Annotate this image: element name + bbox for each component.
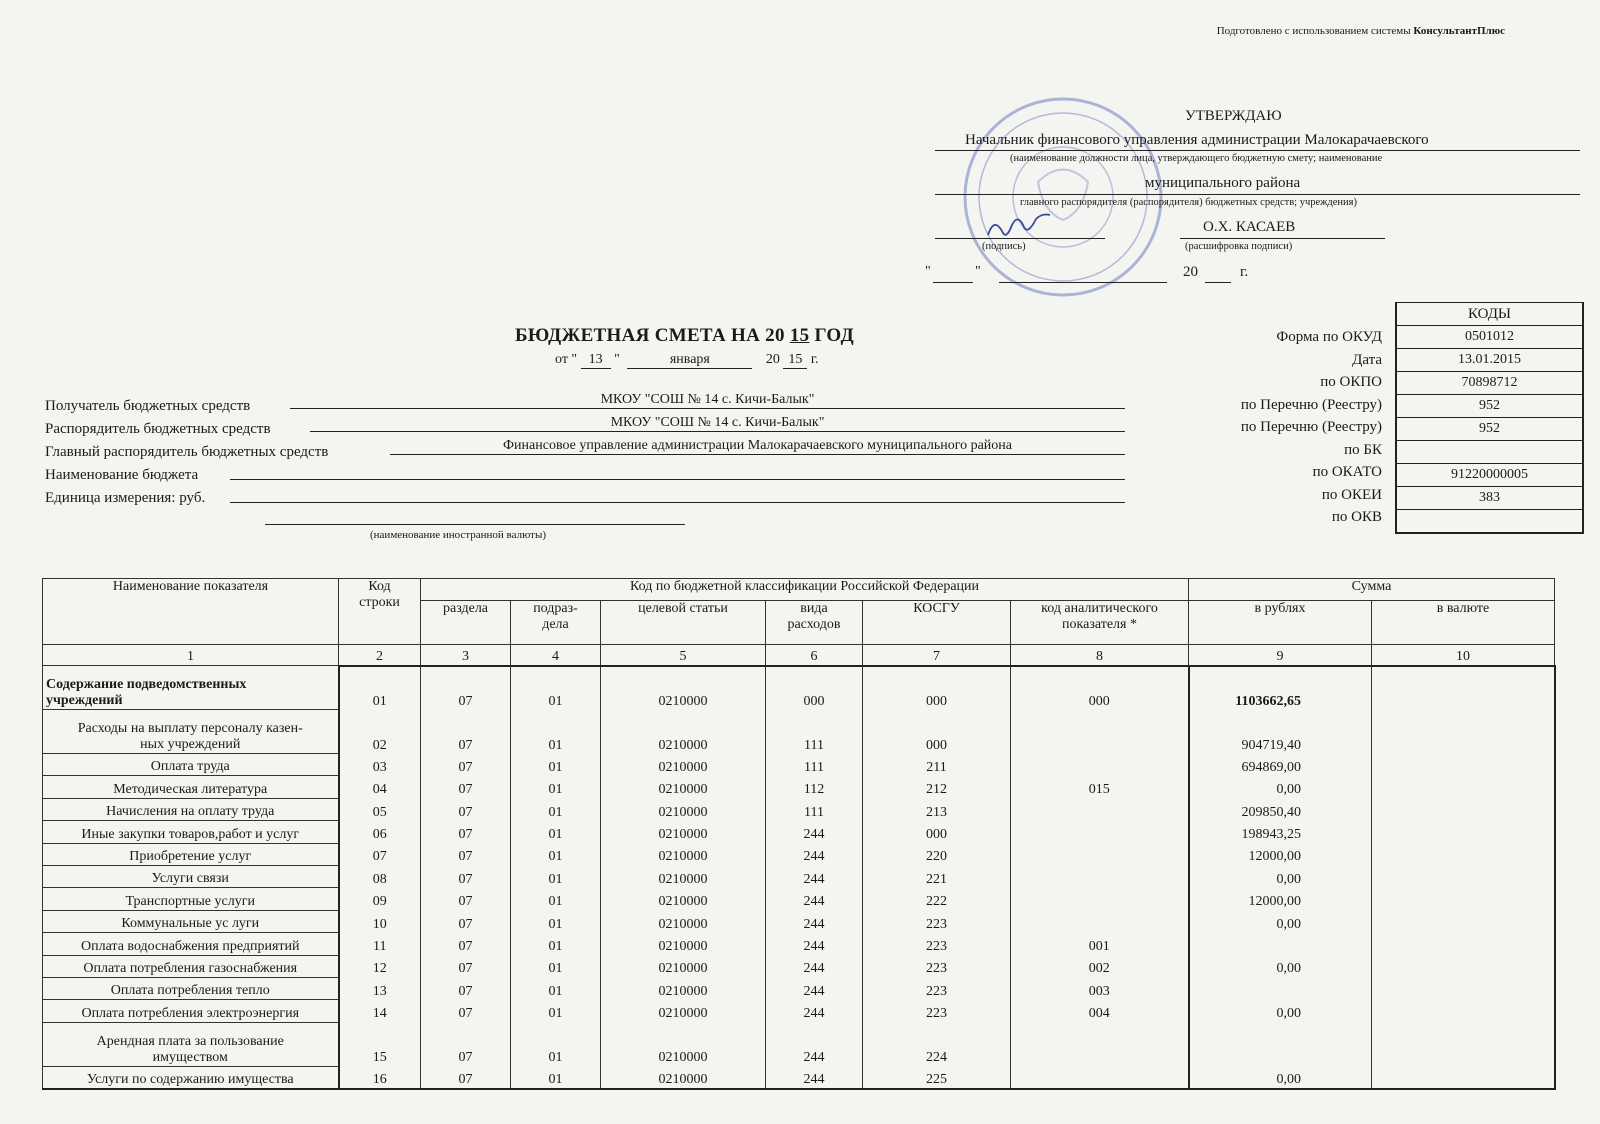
row-kosgu: 224 bbox=[863, 1022, 1011, 1066]
row-razdel: 07 bbox=[421, 955, 511, 977]
prepared-brand: КонсультантПлюс bbox=[1413, 25, 1505, 37]
table-row bbox=[43, 933, 1555, 955]
approve-word: УТВЕРЖДАЮ bbox=[1185, 108, 1282, 124]
row-sum-cur bbox=[1372, 910, 1555, 932]
approve-date-quote1: " bbox=[925, 264, 931, 279]
row-vid: 112 bbox=[766, 776, 863, 798]
row-analytic: 004 bbox=[1011, 1000, 1189, 1022]
row-sum-cur bbox=[1372, 821, 1555, 843]
code-value: 91220000005 bbox=[1397, 463, 1582, 486]
row-razdel: 07 bbox=[421, 843, 511, 865]
col-number: 2 bbox=[339, 645, 421, 666]
row-name bbox=[43, 1066, 339, 1088]
code-label: Форма по ОКУД bbox=[1276, 329, 1382, 345]
row-sum-rub: 694869,00 bbox=[1189, 754, 1372, 776]
row-razdel: 07 bbox=[421, 1066, 511, 1088]
row-name bbox=[43, 843, 339, 865]
row-code: 05 bbox=[339, 798, 421, 820]
row-target: 0210000 bbox=[601, 710, 766, 754]
row-kosgu: 221 bbox=[863, 865, 1011, 887]
row-razdel: 07 bbox=[421, 710, 511, 754]
col-header-code-l2: строки bbox=[359, 595, 400, 610]
row-name-line2: Методическая литература bbox=[113, 781, 268, 797]
row-sum-cur bbox=[1372, 1066, 1555, 1088]
code-value: 952 bbox=[1397, 394, 1582, 417]
row-name-line2: Оплата потребления тепло bbox=[110, 983, 270, 999]
code-value: 952 bbox=[1397, 417, 1582, 440]
row-name-line2: ных учреждений bbox=[140, 737, 241, 752]
row-sum-cur bbox=[1372, 888, 1555, 910]
row-sum-cur bbox=[1372, 933, 1555, 955]
row-kosgu: 223 bbox=[863, 977, 1011, 999]
row-name-line1: Расходы на выплату персоналу казен- bbox=[77, 721, 303, 736]
row-name-line1: Арендная плата за пользование bbox=[96, 1033, 284, 1049]
code-label: по Перечню (Реестру) bbox=[1240, 396, 1382, 413]
row-target: 0210000 bbox=[601, 776, 766, 798]
row-code: 09 bbox=[339, 888, 421, 910]
date-from: от " bbox=[555, 352, 578, 367]
row-podrazdel: 01 bbox=[511, 933, 601, 955]
row-podrazdel: 01 bbox=[511, 1022, 601, 1066]
budget-table bbox=[42, 578, 1556, 1090]
row-vid: 111 bbox=[766, 798, 863, 820]
row-razdel: 07 bbox=[421, 933, 511, 955]
row-vid: 111 bbox=[766, 754, 863, 776]
row-kosgu: 222 bbox=[863, 888, 1011, 910]
row-name-line1: Содержание подведомственных bbox=[46, 677, 247, 692]
row-code: 15 bbox=[339, 1022, 421, 1066]
code-value: 70898712 bbox=[1397, 371, 1582, 394]
col-header-target: целевой статьи bbox=[601, 601, 766, 645]
row-name-line2: Транспортные услуги bbox=[125, 893, 255, 909]
chief-label: Главный распорядитель бюджетных средств bbox=[45, 444, 329, 460]
codes-labels bbox=[1090, 326, 1382, 529]
row-vid: 244 bbox=[766, 933, 863, 955]
code-value: 0501012 bbox=[1397, 325, 1582, 348]
row-sum-cur bbox=[1372, 666, 1555, 710]
row-target: 0210000 bbox=[601, 955, 766, 977]
row-name bbox=[43, 710, 339, 754]
row-target: 0210000 bbox=[601, 666, 766, 710]
row-razdel: 07 bbox=[421, 1000, 511, 1022]
row-analytic: 002 bbox=[1011, 955, 1189, 977]
prepared-prefix: Подготовлено с использованием системы bbox=[1216, 25, 1411, 37]
row-code: 06 bbox=[339, 821, 421, 843]
row-sum-cur bbox=[1372, 843, 1555, 865]
row-code: 02 bbox=[339, 710, 421, 754]
row-razdel: 07 bbox=[421, 821, 511, 843]
row-sum-rub: 198943,25 bbox=[1189, 821, 1372, 843]
row-name-line2: Оплата труда bbox=[150, 759, 230, 775]
approve-caption1: (наименование должности лица, утверждающего бюджетную смету; наименование bbox=[1010, 153, 1383, 164]
row-target: 0210000 bbox=[601, 754, 766, 776]
row-code: 10 bbox=[339, 910, 421, 932]
row-analytic bbox=[1011, 865, 1189, 887]
title-suffix: ГОД bbox=[814, 325, 854, 346]
table-row bbox=[43, 1022, 1555, 1066]
row-name-line2: Коммунальные ус луги bbox=[121, 916, 260, 932]
row-vid: 244 bbox=[766, 1000, 863, 1022]
row-kosgu: 000 bbox=[863, 710, 1011, 754]
row-name bbox=[43, 888, 339, 910]
table-row bbox=[43, 666, 1555, 710]
row-target: 0210000 bbox=[601, 888, 766, 910]
row-analytic: 000 bbox=[1011, 666, 1189, 710]
row-vid: 244 bbox=[766, 821, 863, 843]
approve-date-quote2: " bbox=[975, 264, 981, 279]
col-header-vid-l1: вида bbox=[800, 601, 828, 616]
row-target: 0210000 bbox=[601, 977, 766, 999]
row-kosgu: 225 bbox=[863, 1066, 1011, 1088]
row-code: 14 bbox=[339, 1000, 421, 1022]
row-target: 0210000 bbox=[601, 821, 766, 843]
col-header-code-l1: Код bbox=[368, 579, 391, 594]
row-vid: 000 bbox=[766, 666, 863, 710]
row-analytic bbox=[1011, 910, 1189, 932]
row-sum-rub: 0,00 bbox=[1189, 955, 1372, 977]
code-value: 13.01.2015 bbox=[1397, 348, 1582, 371]
row-sum-cur bbox=[1372, 977, 1555, 999]
code-value: 383 bbox=[1397, 486, 1582, 509]
codes-header: КОДЫ bbox=[1467, 306, 1512, 322]
document-title bbox=[515, 325, 854, 347]
row-podrazdel: 01 bbox=[511, 1066, 601, 1088]
prepared-note bbox=[1217, 25, 1505, 37]
table-row bbox=[43, 1066, 1555, 1088]
row-target: 0210000 bbox=[601, 798, 766, 820]
row-vid: 244 bbox=[766, 843, 863, 865]
row-name bbox=[43, 821, 339, 843]
unit-value bbox=[230, 484, 1125, 503]
row-code: 07 bbox=[339, 843, 421, 865]
row-code: 01 bbox=[339, 666, 421, 710]
col-header-name: Наименование показателя bbox=[43, 579, 339, 645]
row-analytic bbox=[1011, 1066, 1189, 1088]
approve-caption2: главного распорядителя (распорядителя) бюджетных средств; учреждения) bbox=[1020, 197, 1357, 208]
approve-caption-sign: (подпись) bbox=[982, 241, 1026, 252]
row-podrazdel: 01 bbox=[511, 888, 601, 910]
row-analytic: 015 bbox=[1011, 776, 1189, 798]
row-sum-cur bbox=[1372, 776, 1555, 798]
row-name-line2: Услуги связи bbox=[151, 871, 229, 887]
row-sum-rub bbox=[1189, 977, 1372, 999]
row-razdel: 07 bbox=[421, 910, 511, 932]
column-number-row bbox=[43, 645, 1555, 666]
date-y20: 20 bbox=[765, 352, 780, 367]
row-name bbox=[43, 910, 339, 932]
row-code: 11 bbox=[339, 933, 421, 955]
row-analytic: 001 bbox=[1011, 933, 1189, 955]
table-row bbox=[43, 910, 1555, 932]
row-name bbox=[43, 933, 339, 955]
row-sum-cur bbox=[1372, 798, 1555, 820]
row-kosgu: 223 bbox=[863, 1000, 1011, 1022]
row-analytic: 003 bbox=[1011, 977, 1189, 999]
row-analytic bbox=[1011, 1022, 1189, 1066]
col-header-anal-l1: код аналитического bbox=[1041, 601, 1158, 616]
row-podrazdel: 01 bbox=[511, 776, 601, 798]
row-analytic bbox=[1011, 710, 1189, 754]
code-label: по БК bbox=[1344, 441, 1382, 458]
table-row bbox=[43, 821, 1555, 843]
row-name-line2: учреждений bbox=[46, 693, 123, 708]
currency-value bbox=[265, 506, 685, 525]
col-header-vid bbox=[766, 601, 863, 645]
title-prefix: БЮДЖЕТНАЯ СМЕТА НА 20 bbox=[515, 325, 785, 346]
row-razdel: 07 bbox=[421, 776, 511, 798]
budget-label: Наименование бюджета bbox=[45, 467, 199, 483]
row-code: 12 bbox=[339, 955, 421, 977]
row-podrazdel: 01 bbox=[511, 754, 601, 776]
row-sum-rub: 904719,40 bbox=[1189, 710, 1372, 754]
date-month: января bbox=[627, 352, 752, 369]
col-header-razdel: раздела bbox=[421, 601, 511, 645]
document-date bbox=[555, 352, 819, 369]
row-kosgu: 212 bbox=[863, 776, 1011, 798]
row-target: 0210000 bbox=[601, 933, 766, 955]
row-name bbox=[43, 776, 339, 798]
unit-label: Единица измерения: руб. bbox=[45, 490, 206, 506]
row-target: 0210000 bbox=[601, 910, 766, 932]
row-code: 04 bbox=[339, 776, 421, 798]
col-header-podrazdel bbox=[511, 601, 601, 645]
row-sum-rub bbox=[1189, 933, 1372, 955]
row-name-line2: имуществом bbox=[152, 1049, 228, 1065]
row-name bbox=[43, 754, 339, 776]
row-sum-rub: 1103662,65 bbox=[1189, 666, 1372, 710]
row-sum-rub: 0,00 bbox=[1189, 1000, 1372, 1022]
col-number: 7 bbox=[863, 645, 1011, 666]
row-kosgu: 223 bbox=[863, 955, 1011, 977]
table-row bbox=[43, 754, 1555, 776]
approve-position-line2: муниципального района bbox=[1145, 175, 1301, 191]
row-analytic bbox=[1011, 843, 1189, 865]
col-number: 8 bbox=[1011, 645, 1189, 666]
col-number: 4 bbox=[511, 645, 601, 666]
codes-box bbox=[1395, 302, 1584, 534]
row-podrazdel: 01 bbox=[511, 865, 601, 887]
recipient-value: МКОУ "СОШ № 14 с. Кичи-Балык" bbox=[290, 392, 1125, 409]
row-target: 0210000 bbox=[601, 1000, 766, 1022]
row-code: 13 bbox=[339, 977, 421, 999]
col-header-sum: Сумма bbox=[1189, 579, 1555, 601]
row-sum-rub: 0,00 bbox=[1189, 910, 1372, 932]
row-name bbox=[43, 798, 339, 820]
currency-caption: (наименование иностранной валюты) bbox=[370, 529, 546, 541]
row-target: 0210000 bbox=[601, 1022, 766, 1066]
row-podrazdel: 01 bbox=[511, 843, 601, 865]
table-row bbox=[43, 843, 1555, 865]
row-vid: 244 bbox=[766, 977, 863, 999]
col-header-bk: Код по бюджетной классификации Российской Федерации bbox=[421, 579, 1189, 601]
row-sum-rub: 12000,00 bbox=[1189, 888, 1372, 910]
code-label: по ОКЕИ bbox=[1321, 486, 1382, 503]
row-target: 0210000 bbox=[601, 865, 766, 887]
row-name bbox=[43, 1000, 339, 1022]
row-sum-cur bbox=[1372, 1000, 1555, 1022]
col-header-podrazdel-l2: дела bbox=[542, 617, 569, 632]
row-name-line2: Иные закупки товаров,работ и услуг bbox=[81, 826, 300, 842]
row-vid: 244 bbox=[766, 955, 863, 977]
table-row bbox=[43, 776, 1555, 798]
row-podrazdel: 01 bbox=[511, 955, 601, 977]
chief-value: Финансовое управление администрации Малокарачаевского муниципального района bbox=[390, 438, 1125, 455]
row-name-line2: Оплата водоснабжения предприятий bbox=[80, 938, 300, 954]
table-row bbox=[43, 798, 1555, 820]
row-code: 16 bbox=[339, 1066, 421, 1088]
approve-date-g: г. bbox=[1240, 264, 1249, 280]
row-sum-cur bbox=[1372, 754, 1555, 776]
row-sum-cur bbox=[1372, 1022, 1555, 1066]
date-year: 15 bbox=[783, 352, 807, 369]
table-row bbox=[43, 710, 1555, 754]
approve-date-year: 20 bbox=[1183, 264, 1198, 280]
approve-position-line1: Начальник финансового управления администрации Малокарачаевского bbox=[965, 132, 1429, 148]
row-sum-rub: 12000,00 bbox=[1189, 843, 1372, 865]
recipient-label: Получатель бюджетных средств bbox=[45, 398, 251, 414]
approve-signer: О.Х. КАСАЕВ bbox=[1203, 219, 1296, 235]
row-vid: 244 bbox=[766, 910, 863, 932]
manager-label: Распорядитель бюджетных средств bbox=[45, 421, 271, 437]
row-sum-rub: 0,00 bbox=[1189, 1066, 1372, 1088]
col-number: 10 bbox=[1372, 645, 1555, 666]
code-label: по ОКПО bbox=[1320, 374, 1382, 390]
table-row bbox=[43, 955, 1555, 977]
col-number: 5 bbox=[601, 645, 766, 666]
col-number: 3 bbox=[421, 645, 511, 666]
col-header-anal bbox=[1011, 601, 1189, 645]
row-code: 08 bbox=[339, 865, 421, 887]
row-name-line2: Услуги по содержанию имущества bbox=[86, 1071, 294, 1087]
row-razdel: 07 bbox=[421, 666, 511, 710]
row-vid: 244 bbox=[766, 1022, 863, 1066]
row-sum-rub: 0,00 bbox=[1189, 776, 1372, 798]
row-vid: 111 bbox=[766, 710, 863, 754]
date-quote: " bbox=[614, 352, 620, 367]
row-analytic bbox=[1011, 754, 1189, 776]
row-podrazdel: 01 bbox=[511, 710, 601, 754]
row-name-line2: Начисления на оплату труда bbox=[106, 804, 275, 820]
code-label: по ОКАТО bbox=[1312, 464, 1382, 480]
row-name bbox=[43, 977, 339, 999]
row-podrazdel: 01 bbox=[511, 910, 601, 932]
table-row bbox=[43, 1000, 1555, 1022]
row-vid: 244 bbox=[766, 888, 863, 910]
row-sum-rub: 0,00 bbox=[1189, 865, 1372, 887]
col-header-anal-l2: показателя * bbox=[1062, 617, 1137, 632]
row-name bbox=[43, 1022, 339, 1066]
code-label: Дата bbox=[1352, 351, 1382, 368]
col-header-code bbox=[339, 579, 421, 645]
approve-caption-decode: (расшифровка подписи) bbox=[1185, 241, 1293, 252]
code-value bbox=[1397, 440, 1582, 463]
row-razdel: 07 bbox=[421, 798, 511, 820]
col-header-kosgu: КОСГУ bbox=[863, 601, 1011, 645]
table-row bbox=[43, 888, 1555, 910]
row-podrazdel: 01 bbox=[511, 666, 601, 710]
col-number: 6 bbox=[766, 645, 863, 666]
date-g: г. bbox=[810, 352, 819, 367]
col-number: 1 bbox=[43, 645, 339, 666]
row-sum-cur bbox=[1372, 865, 1555, 887]
code-value bbox=[1397, 509, 1582, 532]
row-razdel: 07 bbox=[421, 888, 511, 910]
row-kosgu: 000 bbox=[863, 821, 1011, 843]
row-analytic bbox=[1011, 821, 1189, 843]
row-kosgu: 000 bbox=[863, 666, 1011, 710]
row-kosgu: 211 bbox=[863, 754, 1011, 776]
row-code: 03 bbox=[339, 754, 421, 776]
manager-value: МКОУ "СОШ № 14 с. Кичи-Балык" bbox=[310, 415, 1125, 432]
row-podrazdel: 01 bbox=[511, 821, 601, 843]
row-target: 0210000 bbox=[601, 843, 766, 865]
row-vid: 244 bbox=[766, 1066, 863, 1088]
col-header-podrazdel-l1: подраз- bbox=[533, 601, 578, 616]
row-podrazdel: 01 bbox=[511, 977, 601, 999]
row-razdel: 07 bbox=[421, 865, 511, 887]
row-kosgu: 223 bbox=[863, 933, 1011, 955]
row-razdel: 07 bbox=[421, 754, 511, 776]
row-podrazdel: 01 bbox=[511, 1000, 601, 1022]
row-name bbox=[43, 865, 339, 887]
row-sum-cur bbox=[1372, 710, 1555, 754]
table-row bbox=[43, 865, 1555, 887]
row-name-line2: Приобретение услуг bbox=[129, 848, 252, 864]
code-label: по Перечню (Реестру) bbox=[1240, 419, 1382, 435]
row-sum-cur bbox=[1372, 955, 1555, 977]
row-analytic bbox=[1011, 798, 1189, 820]
row-kosgu: 223 bbox=[863, 910, 1011, 932]
col-header-rub: в рублях bbox=[1189, 601, 1372, 645]
table-row bbox=[43, 977, 1555, 999]
code-label: по ОКВ bbox=[1331, 509, 1382, 525]
date-day: 13 bbox=[581, 352, 611, 369]
row-name bbox=[43, 666, 339, 710]
row-sum-rub: 209850,40 bbox=[1189, 798, 1372, 820]
col-header-cur: в валюте bbox=[1372, 601, 1555, 645]
row-name-line2: Оплата потребления электроэнергия bbox=[81, 1005, 300, 1021]
row-name-line2: Оплата потребления газоснабжения bbox=[83, 960, 298, 976]
col-number: 9 bbox=[1189, 645, 1372, 666]
row-podrazdel: 01 bbox=[511, 798, 601, 820]
row-razdel: 07 bbox=[421, 977, 511, 999]
row-analytic bbox=[1011, 888, 1189, 910]
col-header-vid-l2: расходов bbox=[787, 617, 841, 632]
row-sum-rub bbox=[1189, 1022, 1372, 1066]
row-target: 0210000 bbox=[601, 1066, 766, 1088]
row-razdel: 07 bbox=[421, 1022, 511, 1066]
row-kosgu: 220 bbox=[863, 843, 1011, 865]
title-year: 15 bbox=[789, 325, 810, 346]
row-kosgu: 213 bbox=[863, 798, 1011, 820]
budget-value bbox=[230, 461, 1125, 480]
row-vid: 244 bbox=[766, 865, 863, 887]
row-name bbox=[43, 955, 339, 977]
